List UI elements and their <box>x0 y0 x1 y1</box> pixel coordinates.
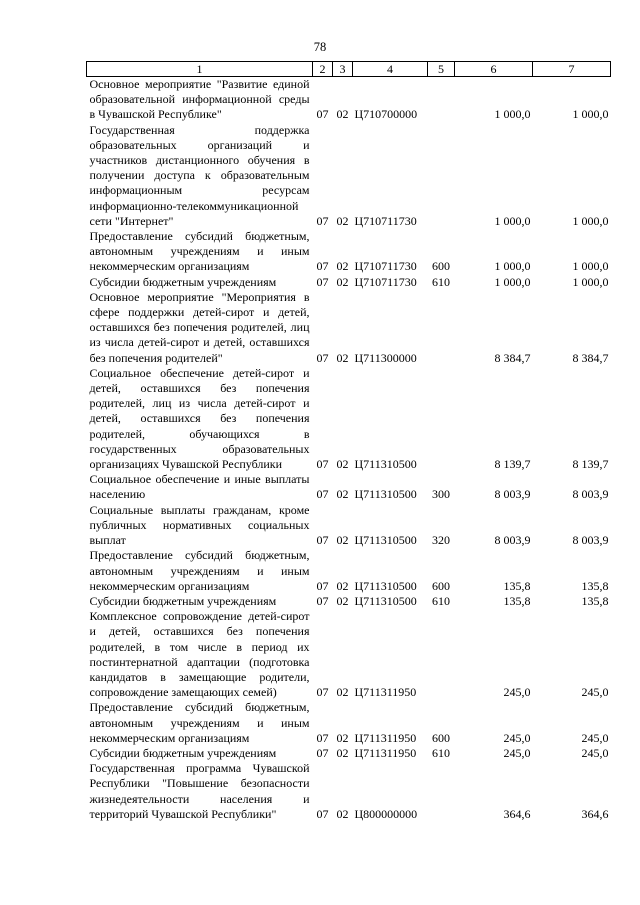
row-amount-2: 245,0 <box>581 685 609 700</box>
table-row <box>87 229 611 275</box>
header-col-amount-2: 7 <box>533 62 611 77</box>
row-amount-2: 245,0 <box>581 745 609 760</box>
row-amount-1: 1 000,0 <box>494 259 531 274</box>
row-section: 07 <box>316 593 329 608</box>
row-subsection: 02 <box>336 259 349 274</box>
row-subsection: 02 <box>336 593 349 608</box>
row-amount-1: 1 000,0 <box>494 274 531 289</box>
row-target-code: Ц800000000 <box>354 806 418 821</box>
table-row <box>87 472 611 502</box>
row-target-code: Ц711310500 <box>354 487 417 502</box>
row-section: 07 <box>316 213 329 228</box>
row-section: 07 <box>316 457 329 472</box>
row-amount-1: 1 000,0 <box>494 213 531 228</box>
row-expense-type <box>428 609 455 700</box>
row-section: 07 <box>316 274 329 289</box>
row-amount-2: 8 003,9 <box>572 533 609 548</box>
row-amount-1: 245,0 <box>503 730 531 745</box>
row-section: 07 <box>316 685 329 700</box>
row-subsection: 02 <box>336 578 349 593</box>
row-expense-type: 600 <box>432 730 450 745</box>
row-section: 07 <box>316 533 329 548</box>
row-amount-2: 1 000,0 <box>572 274 609 289</box>
row-subsection: 02 <box>336 533 349 548</box>
row-amount-2: 8 003,9 <box>572 487 609 502</box>
row-target-code: Ц710711730 <box>354 274 417 289</box>
table-row <box>87 366 611 472</box>
row-target-code: Ц711310500 <box>354 533 417 548</box>
row-expense-type <box>428 77 455 123</box>
row-expense-type: 300 <box>432 487 450 502</box>
row-expense-type: 610 <box>432 274 450 289</box>
row-expense-type: 610 <box>432 745 450 760</box>
row-name: Основное мероприятие "Мероприятия в сфере поддержки детей-сирот и детей, оставшихся без попечения родителей, лиц из числа детей-сирот и детей, оставшихся без попечения родителей" <box>89 289 310 365</box>
row-section: 07 <box>316 806 329 821</box>
row-amount-2: 135,8 <box>581 593 609 608</box>
row-amount-1: 135,8 <box>503 578 531 593</box>
table-row <box>87 609 611 700</box>
row-amount-1: 8 139,7 <box>494 457 531 472</box>
row-expense-type <box>428 366 455 472</box>
row-amount-1: 364,6 <box>503 806 531 821</box>
row-amount-2: 8 139,7 <box>572 457 609 472</box>
row-expense-type: 600 <box>432 259 450 274</box>
table-row <box>87 761 611 822</box>
row-amount-2: 135,8 <box>581 578 609 593</box>
row-name: Основное мероприятие "Развитие единой образовательной информационной среды в Чувашской Республике" <box>89 77 310 122</box>
row-subsection: 02 <box>336 457 349 472</box>
row-expense-type: 610 <box>432 593 450 608</box>
row-name: Государственная поддержка образовательных организаций и участников дистанционного обучения в получении доступа к образовательным информационным ресурсам информационно-телекоммуникационной сети "Интернет" <box>89 122 310 228</box>
row-subsection: 02 <box>336 213 349 228</box>
table-row <box>87 77 611 123</box>
header-col-amount-1: 6 <box>455 62 533 77</box>
row-target-code: Ц711310500 <box>354 578 417 593</box>
row-subsection: 02 <box>336 107 349 122</box>
row-expense-type: 600 <box>432 578 450 593</box>
header-col-target-code: 4 <box>353 62 428 77</box>
row-name: Предоставление субсидий бюджетным, автономным учреждениям и иным некоммерческим организациям <box>89 229 310 274</box>
row-target-code: Ц710711730 <box>354 259 417 274</box>
table-row <box>87 503 611 549</box>
row-name: Субсидии бюджетным учреждениям <box>89 745 277 760</box>
row-subsection: 02 <box>336 806 349 821</box>
row-subsection: 02 <box>336 487 349 502</box>
row-name: Предоставление субсидий бюджетным, автономным учреждениям и иным некоммерческим организациям <box>89 548 310 593</box>
row-target-code: Ц710700000 <box>354 107 418 122</box>
row-amount-2: 8 384,7 <box>572 350 609 365</box>
row-name: Социальное обеспечение и иные выплаты населению <box>89 472 310 502</box>
table-row <box>87 594 611 609</box>
header-col-expense-type: 5 <box>428 62 455 77</box>
row-subsection: 02 <box>336 730 349 745</box>
row-section: 07 <box>316 578 329 593</box>
row-amount-1: 245,0 <box>503 685 531 700</box>
row-section: 07 <box>316 745 329 760</box>
row-section: 07 <box>316 350 329 365</box>
row-expense-type <box>428 761 455 822</box>
row-amount-2: 1 000,0 <box>572 213 609 228</box>
page-number: 78 <box>313 40 327 54</box>
row-amount-1: 8 384,7 <box>494 350 531 365</box>
row-name: Предоставление субсидий бюджетным, автономным учреждениям и иным некоммерческим организациям <box>89 700 310 745</box>
row-name: Комплексное сопровождение детей-сирот и детей, оставшихся без попечения родителей, в том числе в период их постинтернатной адаптации (подготовка кандидатов в замещающие родители, сопровождение замещающих семей) <box>89 609 310 700</box>
row-target-code: Ц711310500 <box>354 593 417 608</box>
row-amount-2: 364,6 <box>581 806 609 821</box>
table-row <box>87 275 611 290</box>
row-target-code: Ц711311950 <box>354 745 417 760</box>
table-body <box>87 77 611 822</box>
row-name: Субсидии бюджетным учреждениям <box>89 593 277 608</box>
row-subsection: 02 <box>336 350 349 365</box>
row-name: Субсидии бюджетным учреждениям <box>89 274 277 289</box>
table-row <box>87 548 611 594</box>
row-amount-2: 1 000,0 <box>572 107 609 122</box>
header-col-section: 2 <box>313 62 333 77</box>
header-col-subsection: 3 <box>333 62 353 77</box>
row-target-code: Ц710711730 <box>354 213 417 228</box>
budget-table <box>86 61 611 822</box>
row-subsection: 02 <box>336 745 349 760</box>
row-target-code: Ц711311950 <box>354 730 417 745</box>
row-amount-2: 245,0 <box>581 730 609 745</box>
row-expense-type: 320 <box>432 533 450 548</box>
row-amount-1: 8 003,9 <box>494 487 531 502</box>
row-target-code: Ц711310500 <box>354 457 417 472</box>
table-row <box>87 290 611 366</box>
row-target-code: Ц711300000 <box>354 350 417 365</box>
table-row <box>87 746 611 761</box>
row-section: 07 <box>316 730 329 745</box>
row-expense-type <box>428 123 455 229</box>
header-col-name: 1 <box>87 62 313 77</box>
row-name: Социальное обеспечение детей-сирот и детей, оставшихся без попечения родителей, лиц из числа детей-сирот и детей, оставшихся без попечения родителей, обучающихся в государственных образовательных организациях Чувашской Республики <box>89 365 310 472</box>
row-amount-1: 245,0 <box>503 745 531 760</box>
row-amount-1: 1 000,0 <box>494 107 531 122</box>
row-expense-type <box>428 290 455 366</box>
row-subsection: 02 <box>336 685 349 700</box>
row-section: 07 <box>316 259 329 274</box>
header-row <box>87 62 611 77</box>
table-row <box>87 123 611 229</box>
row-subsection: 02 <box>336 274 349 289</box>
row-name: Социальные выплаты гражданам, кроме публичных нормативных социальных выплат <box>89 502 310 548</box>
row-amount-1: 8 003,9 <box>494 533 531 548</box>
table-header <box>87 62 611 77</box>
row-amount-2: 1 000,0 <box>572 259 609 274</box>
row-section: 07 <box>316 107 329 122</box>
row-name: Государственная программа Чувашской Республики "Повышение безопасности жизнедеятельности населения и территорий Чувашской Республики" <box>89 761 310 821</box>
row-amount-1: 135,8 <box>503 593 531 608</box>
row-target-code: Ц711311950 <box>354 685 417 700</box>
row-section: 07 <box>316 487 329 502</box>
table-row <box>87 700 611 746</box>
